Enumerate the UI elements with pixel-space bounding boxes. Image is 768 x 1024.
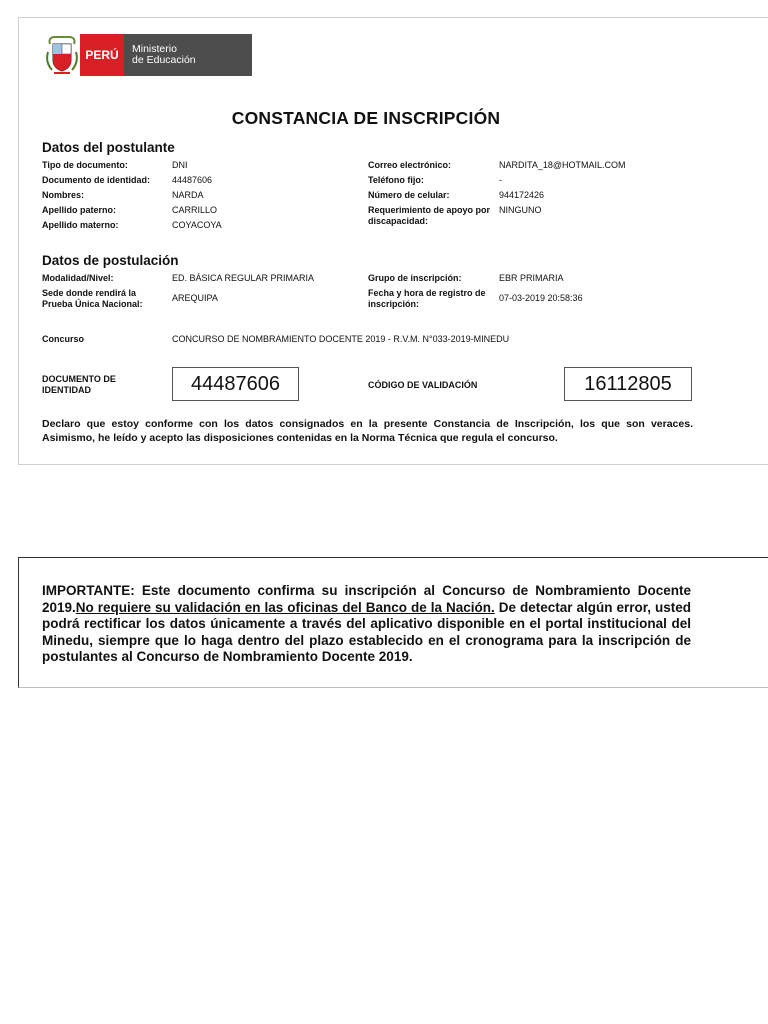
ministry-line-1: Ministerio (132, 43, 177, 55)
sede-label: Sede donde rendirá la Prueba Única Nacional: (42, 288, 143, 309)
apellido-paterno-label: Apellido paterno: (42, 205, 116, 215)
declaracion-text: Declaro que estoy conforme con los datos consignados en la presente Constancia de Inscripción, los que son veraces. Asimismo, he leído y acepto las disposiciones contenidas en la Norma Técnica que regula el concurso. (42, 418, 693, 444)
section-postulante-heading: Datos del postulante (42, 140, 175, 155)
fecha-registro-label: Fecha y hora de registro de inscripción: (368, 288, 486, 309)
importante-part-2: De detectar algún error, usted podrá rectificar los datos únicamente a través del aplicativo disponible en el portal institucional del Minedu, siempre que lo haga dentro del plazo establecido en el cronograma para la inscripción de postulantes al Concurso de Nombramiento Docente 2019. (42, 599, 691, 664)
codigo-validacion-box: 16112805 (564, 367, 692, 401)
modalidad-value: ED. BÁSICA REGULAR PRIMARIA (172, 273, 315, 283)
concurso-label: Concurso (42, 334, 85, 344)
nombres-value: NARDA (172, 190, 204, 200)
fecha-registro-value: 07-03-2019 20:58:36 (499, 293, 583, 303)
codigo-validacion-label: CÓDIGO DE VALIDACIÓN (368, 380, 478, 390)
importante-part-1: IMPORTANTE: Este documento confirma su inscripción al Concurso de Nombramiento Docente 2019. (42, 583, 691, 615)
ministry-line-2: de Educación (132, 54, 196, 66)
ministry-label (124, 34, 252, 76)
telefono-fijo-label: Teléfono fijo: (368, 175, 424, 185)
apellido-materno-label: Apellido materno: (42, 220, 119, 230)
concurso-value: CONCURSO DE NOMBRAMIENTO DOCENTE 2019 - R.V.M. N°033-2019-MINEDU (172, 334, 510, 344)
documento-identidad-value: 44487606 (172, 175, 213, 185)
apoyo-discapacidad-label: Requerimiento de apoyo por discapacidad: (368, 205, 491, 226)
peru-coat-of-arms-icon (44, 34, 80, 76)
sede-value: AREQUIPA (172, 293, 218, 303)
correo-value: NARDITA_18@HOTMAIL.COM (499, 160, 626, 170)
section-postulacion-heading: Datos de postulación (42, 253, 179, 268)
correo-label: Correo electrónico: (368, 160, 452, 170)
apoyo-discapacidad-value: NINGUNO (499, 205, 542, 215)
documento-identidad-box: 44487606 (172, 367, 299, 401)
documento-identidad-label: Documento de identidad: (42, 175, 150, 185)
importante-underlined: No requiere su validación en las oficinas del Banco de la Nación. (75, 599, 495, 615)
importante-text (42, 583, 691, 666)
apellido-materno-value: COYACOYA (172, 220, 222, 230)
telefono-fijo-value: - (499, 175, 502, 185)
tipo-documento-label: Tipo de documento: (42, 160, 128, 170)
minedu-logo (44, 34, 252, 76)
documento-identidad-box-label: DOCUMENTO DE IDENTIDAD (42, 374, 116, 395)
tipo-documento-value: DNI (172, 160, 188, 170)
grupo-value: EBR PRIMARIA (499, 273, 564, 283)
grupo-label: Grupo de inscripción: (368, 273, 462, 283)
modalidad-label: Modalidad/Nivel: (42, 273, 114, 283)
apellido-paterno-value: CARRILLO (172, 205, 218, 215)
celular-label: Número de celular: (368, 190, 450, 200)
nombres-label: Nombres: (42, 190, 85, 200)
peru-label: PERÚ (80, 34, 124, 76)
page-title: CONSTANCIA DE INSCRIPCIÓN (231, 108, 501, 128)
celular-value: 944172426 (499, 190, 545, 200)
